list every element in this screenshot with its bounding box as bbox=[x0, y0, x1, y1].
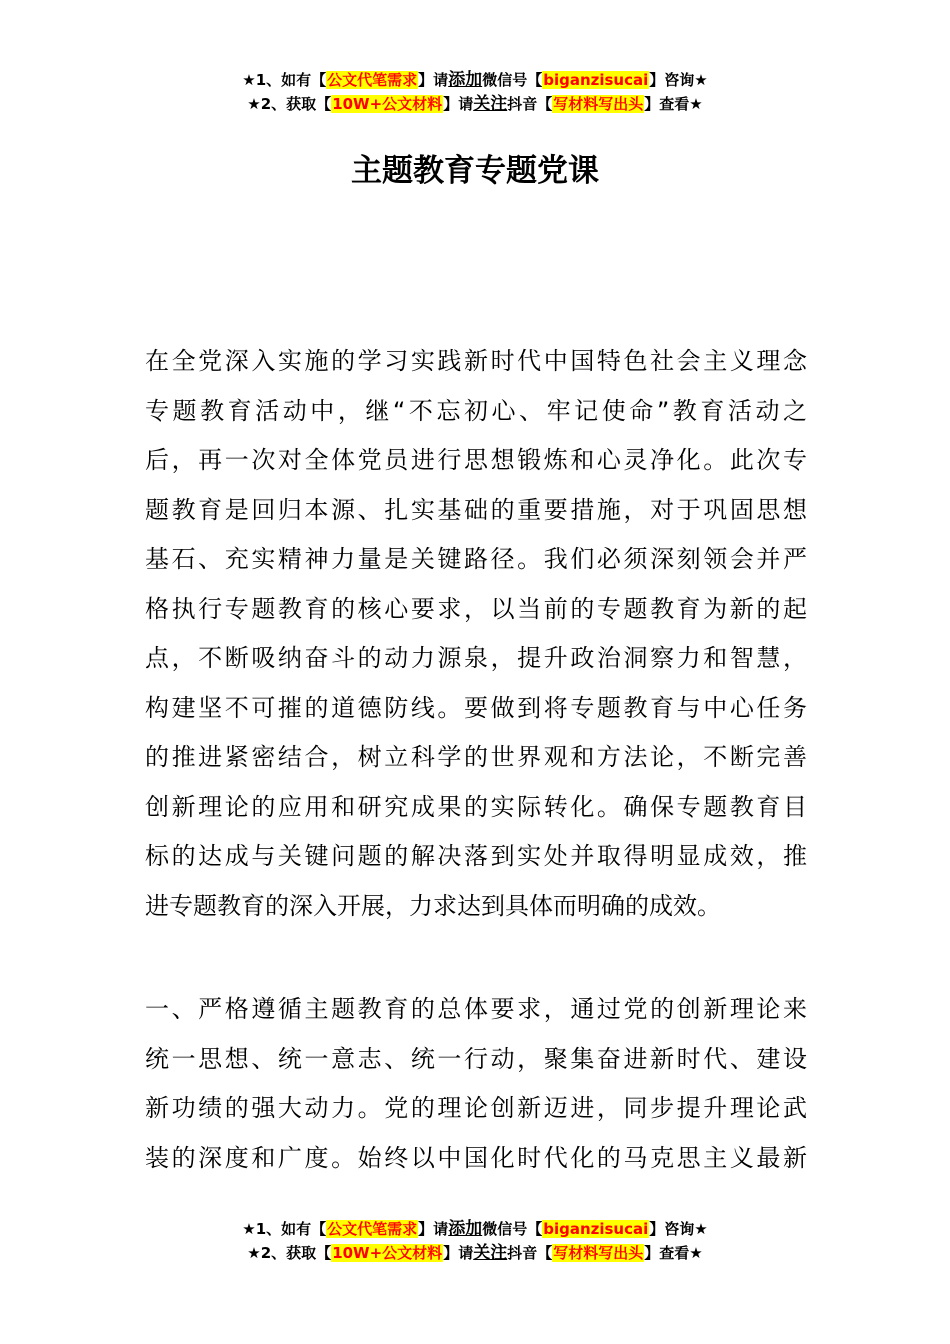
banner-text: 】查看★ bbox=[644, 1244, 703, 1262]
banner-highlight: 10W+公文材料 bbox=[332, 95, 443, 113]
text-line: 在全党深入实施的学习实践新时代中国特色社会主义理念 bbox=[145, 347, 807, 375]
banner-text: 微信号【 bbox=[482, 71, 543, 89]
text-line: 新功绩的强大动力。党的理论创新迈进，同步提升理论武 bbox=[145, 1094, 807, 1122]
banner-highlight: 公文代笔需求 bbox=[327, 71, 418, 89]
banner-emphasis: 关注 bbox=[473, 1243, 508, 1263]
banner-line-1 bbox=[0, 68, 950, 92]
banner-emphasis: 添加 bbox=[448, 1219, 483, 1239]
body-paragraph-1 bbox=[145, 337, 807, 931]
text-line: 题教育是回归本源、扎实基础的重要措施，对于巩固思想 bbox=[145, 495, 807, 524]
banner-text: 】咨询★ bbox=[649, 1220, 708, 1238]
banner-text: 】请 bbox=[443, 95, 474, 113]
text-line: 装的深度和广度。始终以中国化时代化的马克思主义最新 bbox=[145, 1143, 807, 1172]
banner-text: ★2、获取【 bbox=[247, 1244, 332, 1262]
banner-emphasis: 添加 bbox=[448, 70, 483, 90]
banner-text: ★1、如有【 bbox=[242, 71, 327, 89]
banner-text: 】查看★ bbox=[644, 95, 703, 113]
banner-text: 】请 bbox=[418, 71, 449, 89]
footer-banner bbox=[0, 1217, 950, 1265]
text-line: 格执行专题教育的核心要求，以当前的专题教育为新的起 bbox=[145, 594, 807, 623]
banner-text: 微信号【 bbox=[482, 1220, 543, 1238]
banner-line-2 bbox=[0, 1241, 950, 1265]
banner-highlight: 10W+公文材料 bbox=[332, 1244, 443, 1262]
text-line: 后，再一次对全体党员进行思想锻炼和心灵净化。此次专 bbox=[145, 446, 807, 474]
text-line: 点，不断吸纳奋斗的动力源泉，提升政治洞察力和智慧， bbox=[145, 644, 807, 672]
banner-emphasis: 关注 bbox=[473, 94, 508, 114]
banner-text: ★2、获取【 bbox=[247, 95, 332, 113]
text-line: 的推进紧密结合，树立科学的世界观和方法论，不断完善 bbox=[145, 743, 807, 771]
text-line: 创新理论的应用和研究成果的实际转化。确保专题教育目 bbox=[145, 792, 807, 821]
text-line: 标的达成与关键问题的解决落到实处并取得明显成效，推 bbox=[145, 842, 807, 870]
document-title: 主题教育专题党课 bbox=[351, 153, 599, 189]
banner-highlight-wechat: biganzisucai bbox=[543, 1220, 649, 1238]
banner-line-2 bbox=[0, 92, 950, 116]
text-line: 构建坚不可摧的道德防线。要做到将专题教育与中心任务 bbox=[145, 693, 807, 722]
text-line: 基石、充实精神力量是关键路径。我们必须深刻领会并严 bbox=[145, 545, 807, 573]
text-line: 一、严格遵循主题教育的总体要求，通过党的创新理论来 bbox=[145, 995, 807, 1023]
text-line: 专题教育活动中，继“不忘初心、牢记使命”教育活动之 bbox=[145, 396, 807, 425]
banner-highlight-wechat: biganzisucai bbox=[543, 71, 649, 89]
banner-text: 】请 bbox=[418, 1220, 449, 1238]
banner-text: 抖音【 bbox=[507, 1244, 553, 1262]
banner-text: 】请 bbox=[443, 1244, 474, 1262]
banner-text: 抖音【 bbox=[507, 95, 553, 113]
banner-text: ★1、如有【 bbox=[242, 1220, 327, 1238]
banner-highlight-douyin: 写材料写出头 bbox=[553, 95, 644, 113]
body-paragraph-2 bbox=[145, 985, 807, 1183]
banner-line-1 bbox=[0, 1217, 950, 1241]
banner-highlight-douyin: 写材料写出头 bbox=[553, 1244, 644, 1262]
banner-text: 】咨询★ bbox=[649, 71, 708, 89]
header-banner bbox=[0, 68, 950, 116]
banner-highlight: 公文代笔需求 bbox=[327, 1220, 418, 1238]
text-line: 统一思想、统一意志、统一行动，聚集奋进新时代、建设 bbox=[145, 1044, 807, 1073]
text-line: 进专题教育的深入开展，力求达到具体而明确的成效。 bbox=[145, 891, 721, 920]
